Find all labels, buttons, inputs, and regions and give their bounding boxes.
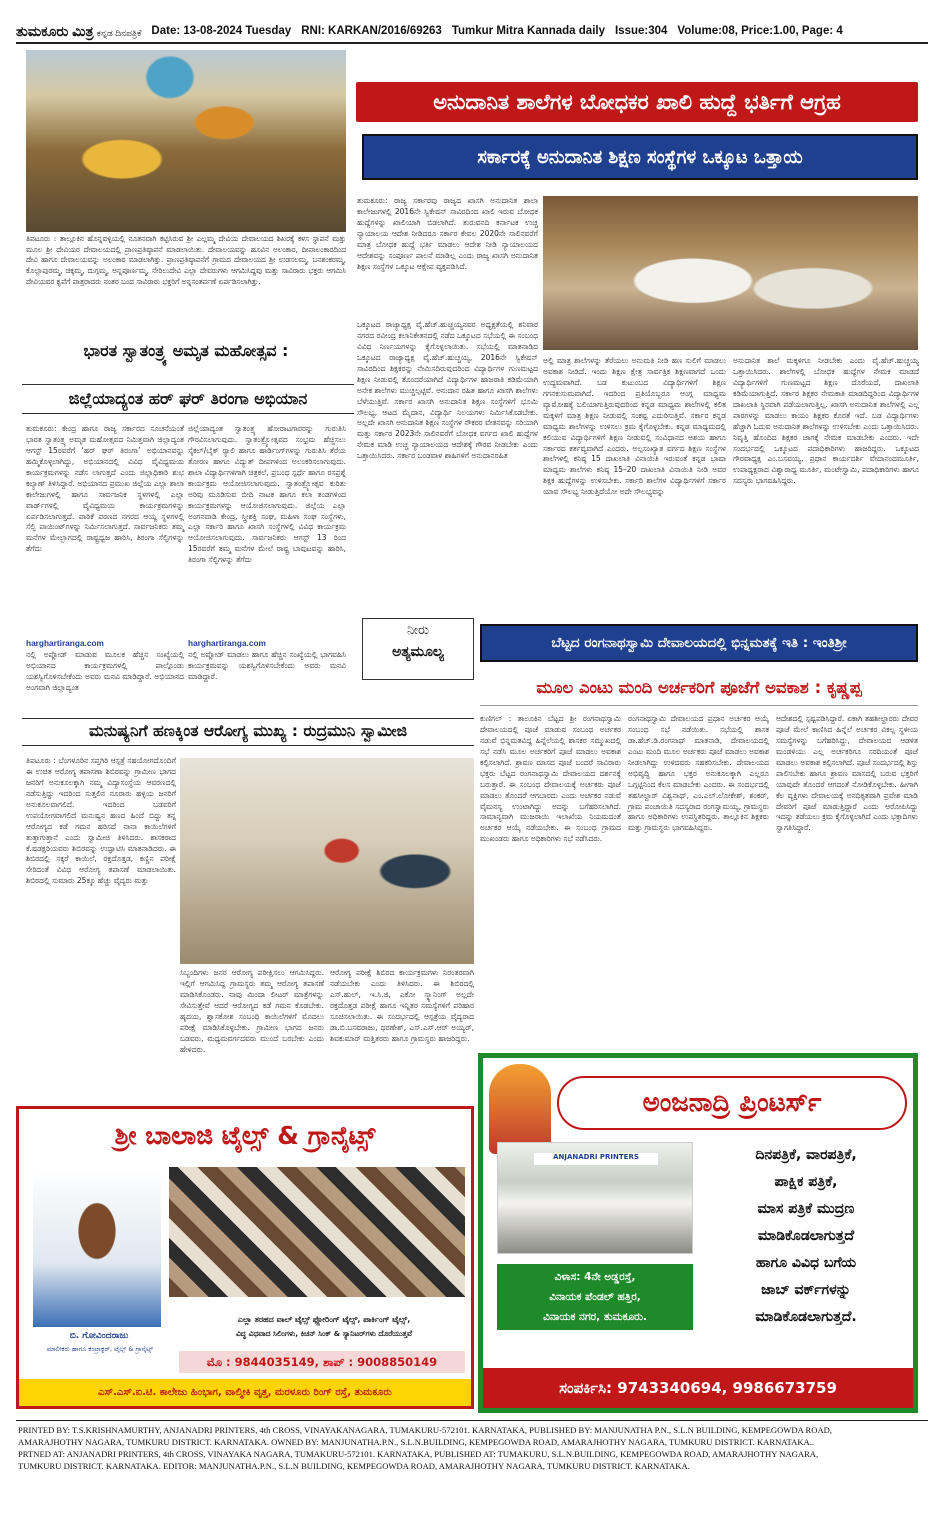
service-line: ದಿನಪತ್ರಿಕೆ, ವಾರಪತ್ರಿಕೆ, [755,1147,857,1163]
tiranga-body-col1-tail: ನಲ್ಲಿ ಅಪ್ಲೋಡ್ ಮಾಡುವ ಮೂಲಕ ಹೆಚ್ಚಿನ ಸಂಖ್ಯೆಯಲ್ಲಿ ಅಭಿಯಾನದ ಕಾರ್ಯಕ್ರಮಗಳಲ್ಲಿ ಪಾಲ್ಗೊಂಡು ಯಶಸ್ವಿಗೊಳಿಸಬೇಕೆಂದು ಅವರು ಮನವಿ ಮಾಡಿದ್ದಾರೆ. ಅಭಿಯಾನದ ಅಂಗವಾಗಿ ಜಿಲ್ಲಾದ್ಯಂತ [26,650,187,692]
tiranga-body-col2-tail: ನಲ್ಲಿ ಅಪ್ಲೋಡ್ ಮಾಡಲು ಹಾಗೂ ಹೆಚ್ಚಿನ ಸಂಖ್ಯೆಯಲ್ಲಿ ಭಾಗವಹಿಸಿ ಕಾರ್ಯಕ್ರಮವನ್ನು ಯಶಸ್ವಿಗೊಳಿಸಬೇಕೆಂದು ಅವರು ಮನವಿ ಮಾಡಿದ್ದಾರೆ. [188,650,349,681]
teachers-body-intro: ತುಮಕೂರು: ರಾಜ್ಯ ಸರ್ಕಾರವು ರಾಜ್ಯದ ಖಾಸಗಿ ಅನುದಾನಿತ ಶಾಲಾ ಕಾಲೇಜುಗಳಲ್ಲಿ 2016ನೇ ಸ್ವಿಕೇಷನ್ ಸಾವಿರದಿಂದ ಖಾಲಿ ಇರುವ ಬೋಧಕ ಹುದ್ದೆಗಳನ್ನು ಖಾಲಿಯಾಗಿ ಬಿಡಲಾಗಿದೆ. ತುರುವನದಿ ಕರ್ನಾಟಕ ಉಚ್ಚ ನ್ಯಾಯಾಲಯ ಆದೇಶ ನೀಡಿದರೂ ಸರ್ಕಾರ ಕೇವಲ 2020ನೇ ಸಾಲಿನವರೆಗೆ ಮಾತ್ರ ಬೋಧಕ ಹುದ್ದೆ ಭರ್ತಿ ಮಾಡಲು ಆದೇಶ ನೀಡಿ ನ್ಯಾಯಾಲಯದ ಆದೇಶವನ್ನು ಸಂಪೂರ್ಣ ಪಾಲನೆ ಮಾಡಿಲ್ಲ ಎಂದು ರಾಜ್ಯ ಖಾಸಗಿ ಅನುದಾನಿತ ಶಿಕ್ಷಣ ಸಂಸ್ಥೆಗಳ ಒಕ್ಕೂಟ ಆಕ್ಷೇಪ ವ್ಯಕ್ತಪಡಿಸಿದೆ. [357,196,541,271]
print-shop-photo [497,1142,693,1254]
imprint-footer [18,1425,928,1483]
tiranga-link-1[interactable]: harghartiranga.com [26,638,104,648]
address-line: ವಿಳಾಸ: 4ನೇ ಅಡ್ಡರಸ್ತೆ, [554,1271,636,1283]
balaji-services-line2: ವಿದ್ಧ ವಿಧವಾದ ಸಿಲಿಂಗಳು, ಕಿಚನ್ ಸಿಂಕ್ & ಸ್ಯಾನಿಟರ್‌ಗಳು ದೊರೆಯುತ್ತವೆ [235,1329,413,1338]
tiranga-headline-line2: ಜಿಲ್ಲೆಯಾದ್ಯಂತ ಹರ್ ಘರ್ ತಿರಂಗಾ ಅಭಿಯಾನ [22,384,354,414]
teachers-body-col2: ಅಲ್ಲಿ ಮಾತ್ರ ಶಾಲೆಗಳನ್ನು ತೆರೆಯಲು ಅನುಮತಿ ನೀಡಿ ಹಣ ಸುಲಿಗೆ ಮಾಡಲು ಅವಕಾಶ ನೀಡಿದೆ. ಇಂದು ಶಿಕ್ಷಣ ಕ್ಷೇತ್ರ ಸಾರ್ವತ್ರಿಕ ಶಿಕ್ಷಣವಾಗದೆ ಒಂದು ಉದ್ಯಮವಾಗಿದೆ. ಬಡ ಕುಟುಂಬದ ವಿದ್ಯಾರ್ಥಿಗಳಿಗೆ ಶಿಕ್ಷಣ ಗಗನಕುಸುಮವಾಗಿದೆ. ಇದರಿಂದ ಪ್ರತಿಯೊಬ್ಬರೂ ಆಂಗ್ಲ ಮಾಧ್ಯಮ ವ್ಯಾಮೋಹಕ್ಕೆ ಬಲಿಯಾಗುತ್ತಿರುವುದರಿಂದ ಕನ್ನಡ ಮಾಧ್ಯಮ ಶಾಲೆಗಳಲ್ಲಿ ಕಲಿತ ಮಕ್ಕಳಿಗೆ ಮಾತ್ರ ಶಿಕ್ಷಣ ನೀಡುವಲ್ಲಿ ಸಂಕಷ್ಟ ಎದುರಿಸುತ್ತಿವೆ. ಸರ್ಕಾರ ಕನ್ನಡ ಮಾಧ್ಯಮ ಶಾಲೆಗಳನ್ನು ಉಳಿಸಲು ಕ್ರಮ ಕೈಗೊಳ್ಳಬೇಕು. ಕನ್ನಡ ಮಾಧ್ಯಮದಲ್ಲಿ ಕಲಿಯುವ ವಿದ್ಯಾರ್ಥಿಗಳಿಗೆ ಶಿಕ್ಷಣ ನೀಡುವಲ್ಲಿ ಸಂವಿಧಾನದ ಆಶಯ ಹಾಗೂ ಸರ್ಕಾರದ ಕರ್ತವ್ಯವಾಗಿದೆ ಎಂದರು. ಅಲ್ಪಸಂಖ್ಯಾತ ವರ್ಗದ ಶಿಕ್ಷಣ ಸಂಸ್ಥೆಗಳ ಶಾಲೆಗಳಲ್ಲಿ ಕನಿಷ್ಠ 15 ದಾಖಲಾತಿ ವಿನಾಯಿತಿ ಇರುವಂತೆ ಕನ್ನಡ ಭಾಷಾ ಮಾಧ್ಯಮ ಶಾಲೆಗಳು ಕನಿಷ್ಠ 15–20 ದಾಖಲಾತಿ ವಿನಾಯಿತಿ ನೀಡಿ ಅವರ ಶಿಕ್ಷಕ ಹುದ್ದೆಗಳನ್ನು ಉಳಿಸಬೇಕು. ಸರ್ಕಾರಿ ಶಾಲೆಗಳ ವಿದ್ಯಾರ್ಥಿಗಳಿಗೆ ಸರ್ಕಾರ ಯಾವ ಸೌಲಭ್ಯ ನೀಡುತ್ತಿದೆಯೋ ಅದೇ ಸೌಲಭ್ಯವನ್ನು [543,356,729,497]
service-line: ಮಾಡಿಕೊಡಲಾಗುತ್ತದೆ. [755,1309,857,1325]
rni-number: RNI: KARKAN/2016/69263 [301,25,442,37]
imprint-line: PRINTED BY: T.S.KRISHNAMURTHY, ANJANADRI PRINTERS, 4th CROSS, VINAYAKANAGARA, TUMAKURU-572101. KARNATAKA, PUBLISHED BY: MANJUNATHA P.N., S.L.N BUILDING, KEMPEGOWDA ROAD, [18,1425,833,1435]
masthead [16,22,928,40]
balaji-owner-name: ಬಿ. ಗೋವಿಂದರಾಜು [69,1331,129,1341]
service-line: ಮಾಡಿಕೊಡಲಾಗುತ್ತದೆ [757,1228,855,1244]
shop-sign: ANJANADRI PRINTERS [534,1153,658,1165]
issue-number: Issue:304 [614,25,668,37]
imprint-line: AMARAJHOTHY NAGARA, TUMKURU DISTRICT. KARNATAKA. OWNED BY: MANJUNATHA.P.N., S.L.N.BUILDING, KEMPEGOWDA ROAD, AMARAJHOTHY NAGARA, TUMKURU DISTRICT. KARNATAKA.. [18,1436,815,1447]
tiles-showcase-image [169,1167,465,1297]
ranganatha-subheadline: ಮೂಲ ಎಂಟು ಮಂದಿ ಅರ್ಚಕರಿಗೆ ಪೂಜೆಗೆ ಅವಕಾಶ : ಕೃಷ್ಣಪ್ಪ [480,672,918,706]
balaji-phone[interactable]: ಮೊ : 9844035149, ಶಾಪ್ : 9008850149 [179,1351,465,1373]
tiranga-headline-line1: ಭಾರತ ಸ್ವಾತಂತ್ರ್ಯ ಅಮೃತ ಮಹೋತ್ಸವ : [83,341,289,360]
quote-line-2: ಅತ್ಯಮೂಲ್ಯ [392,644,444,660]
balaji-owner-title: ಮಾಲೀಕರು ಹಾಗೂ ಕಂಟ್ರಾಕ್ಟರ್, ಟೈಲ್ಸ್ & ಗ್ರಾನೈಟ್ಸ್ [46,1345,154,1353]
owner-photo [33,1167,161,1327]
ranganatha-body-col3: ಆದೇಶದಲ್ಲಿ ಸ್ಪಷ್ಟಪಡಿಸಿದ್ದಾರೆ. ಏಕಾಗಿ ತಹಶೀಲ್ದಾರರು ದೇವರ ಪೂಜೆ ಮೇಲೆ ಕಾಣಿಸಿದ ಹಿನ್ನೆಲೆ ಅರ್ಚಕರ ವಿಕಲ್ಪ ಸ್ಥಳೀಯ ಸಮಸ್ಯೆಗಳನ್ನು ಬಗೆಹರಿಸಿದ್ದು, ದೇವಾಲಯದ ಆಡಳಿತ ಮಂಡಳಿಯು ಎಲ್ಲ ಅರ್ಚಕರಿಗೂ ಸರದಿಯಂತೆ ಪೂಜೆ ಮಾಡಲು ಅವಕಾಶ ಕಲ್ಪಿಸಲಾಗಿದೆ. ಪೂಜೆ ಸಂದರ್ಭದಲ್ಲಿ ಶಿಸ್ತು ಪಾಲಿಸಬೇಕು ಹಾಗೂ ಶ್ರಾವಣ ಮಾಸದಲ್ಲಿ ಬರುವ ಭಕ್ತರಿಗೆ ಯಾವುದೇ ತೊಂದರೆ ಆಗದಂತೆ ನೋಡಿಕೊಳ್ಳಬೇಕು. ಹೀಗಾಗಿ ಕೆಲ ವ್ಯಕ್ತಿಗಳು ದೇವಾಲಯಕ್ಕೆ ಅನಧಿಕೃತವಾಗಿ ಪ್ರವೇಶ ಮಾಡಿ ದೇವರಿಗೆ ಪೂಜೆ ಮಾಡುತ್ತಿದ್ದಾರೆ ಎಂದು ಆರೋಪಿಸಿದ್ದು ಇದನ್ನು ತಡೆಯಲು ಕ್ರಮ ಕೈಗೊಳ್ಳಲಾಗಿದೆ ಎಂದು ಭಕ್ತಾದಿಗಳು ಸ್ವಾಗತಿಸಿದ್ದಾರೆ. [776,714,921,833]
tiranga-body-col2: ಜಿಲ್ಲೆಯಾದ್ಯಂತ ಸ್ವಾತಂತ್ರ್ಯ ಹೋರಾಟಗಾರರನ್ನು ಗುರುತಿಸಿ ಗೌರವಿಸಲಾಗುವುದು. ಸ್ವಾತಂತ್ರ್ಯೋತ್ಸವದ ಸಂಭ್ರಮ ಹೆಚ್ಚಿಸಲು ಸೈಕಲ್/ಬೈಕ್ ರ‍್ಯಾಲಿ ಹಾಗೂ ಹಾರ್ಡಿಂಗ್‌ಗಳನ್ನು ಗುರುತಿಸಿ ತೆರೆಯ ತೋರಣ ಹಾಗೂ ವಿದ್ಯುತ್ ದೀಪಗಳಿಂದ ಅಲಂಕರಿಸಲಾಗುವುದು. ಶಾಲಾ ವಿದ್ಯಾರ್ಥಿಗಳಿಗಾಗಿ ಚಿತ್ರಕಲೆ, ಪ್ರಬಂಧ ಸ್ಪರ್ಧೆ ಹಾಗೂ ರಸಪ್ರಶ್ನೆ ಕಾರ್ಯಕ್ರಮ ಆಯೋಜಿಸಲಾಗುವುದು. ಸ್ವಾತಂತ್ರ್ಯೋತ್ಸವ ಕುರಿತು ಅರಿವು ಮೂಡಿಸುವ ಬೀದಿ ನಾಟಕ ಹಾಗೂ ಕಲಾ ತಂಡಗಳಿಂದ ಕಾರ್ಯಕ್ರಮಗಳನ್ನು ಆಯೋಜಿಸಲಾಗುವುದು. ಜಿಲ್ಲೆಯ ಎಲ್ಲಾ ಅಂಗನವಾಡಿ ಕೇಂದ್ರ, ಸ್ತ್ರೀಶಕ್ತಿ ಸಂಘ, ಮಹಿಳಾ ಸಂಘ ಸಂಸ್ಥೆಗಳು, ಎಲ್ಲಾ ಸರ್ಕಾರಿ ಹಾಗೂ ಖಾಸಗಿ ಸಂಸ್ಥೆಗಳಲ್ಲಿ ವಿವಿಧ ಕಾರ್ಯಕ್ರಮ ಆಯೋಜಿಸಲಾಗುವುದು. ಸಾರ್ವಜನಿಕರು ಆಗಸ್ಟ್ 13 ರಿಂದ 15ರವರೆಗೆ ತಮ್ಮ ಮನೆಗಳ ಮೇಲೆ ರಾಷ್ಟ್ರ ಬಾವುಟವನ್ನು ಹಾರಿಸಿ, ತಿರಂಗಾ ಸೆಲ್ಫಿಗಳನ್ನು ತೆಗೆದು [188,424,349,565]
ranganatha-headline: ಬೆಟ್ಟದ ರಂಗನಾಥಸ್ವಾಮಿ ದೇವಾಲಯದಲ್ಲಿ ಭಿನ್ನಮತಕ್ಕೆ ಇತಿ : ಇಂತಿಶ್ರೀ [480,624,918,662]
service-line: ಪಾಕ್ಷಿಕ ಪತ್ರಿಕೆ, [774,1174,838,1190]
issue-date: Date: 13-08-2024 Tuesday [151,25,292,37]
health-body-col1: ತಿಪಟೂರು : ಬೆಂಗಳೂರಿನ ಸಪ್ತಗಿರಿ ಆಸ್ಪತ್ರೆ ಸಹಯೋಗದೊಂದಿಗೆ ಈ ಉಚಿತ ಆರೋಗ್ಯ ತಪಾಸಣಾ ಶಿಬಿರವನ್ನು ಗ್ರಾಮೀಣ ಭಾಗದ ಜನರಿಗೆ ಅನುಕೂಲಕ್ಕಾಗಿ ನಮ್ಮ ವಿದ್ಯಾಸಂಸ್ಥೆಯ ಆವರಣದಲ್ಲಿ ನಡೆಸುತ್ತಿದ್ದು ಇದರಿಂದ ಸುತ್ತಲಿನ ನೂರಾರು ಹಳ್ಳಿಯ ಜನರಿಗೆ ಅನುಕೂಲವಾಗಲಿದೆ. ಇದರಿಂದ ಬಡವರಿಗೆ ಉಪಯೋಗವಾಗಲಿದೆ ಮನುಷ್ಯನ ಹಣದ ಹಿಂದೆ ಬಿದ್ದು ತನ್ನ ಆರೋಗ್ಯದ ಕಡೆ ಗಮನ ಹರಿಸದೆ ನಾನಾ ಕಾಯಿಲೆಗಳಿಗೆ ತುತ್ತಾಗುತ್ತಾನೆ ಎಂದು ಸ್ವಾಮೀಜಿ ತಿಳಿಸಿದರು. ಶಾಸಕರಾದ ಕೆ.ಷಡಕ್ಷರಿಯವರು ಶಿಬಿರವನ್ನು ಉದ್ಘಾಟಿಸಿ ಮಾತನಾಡಿದರು. ಈ ಶಿಬಿರದಲ್ಲಿ ಸಕ್ಕರೆ ಕಾಯಿಲೆ, ರಕ್ತದೊತ್ತಡ, ಕಣ್ಣಿನ ಪರೀಕ್ಷೆ ಸೇರಿದಂತೆ ವಿವಿಧ ಆರೋಗ್ಯ ತಪಾಸಣೆ ಮಾಡಲಾಯಿತು. ಶಿಬಿರದಲ್ಲಿ ಸುಮಾರು 25ಕ್ಕೂ ಹೆಚ್ಚು ವೈದ್ಯರು ಮತ್ತು [26,756,179,886]
temple-photo [26,50,346,232]
tiranga-link-2[interactable]: harghartiranga.com [188,638,266,648]
teachers-body-col3: ಅನುದಾನಿತ ಶಾಲೆ ಮಕ್ಕಳಿಗೂ ನೀಡಬೇಕು ಎಂದು ವೈ.ಹೆಚ್.ಹುಚ್ಚಯ್ಯ ಒತ್ತಾಯಿಸಿದರು. ಶಾಲೆಗಳಲ್ಲಿ ಬೋಧಕ ಹುದ್ದೆಗಳ ನೇಮಕ ಮಾಡದೆ ವಿದ್ಯಾರ್ಥಿಗಳಿಗೆ ಗುಣಮಟ್ಟದ ಶಿಕ್ಷಣ ದೊರೆಯದೆ, ದಾಖಲಾತಿ ಕಡಿಮೆಯಾಗುತ್ತಿದೆ. ಸರ್ಕಾರ ಶಿಕ್ಷಕರ ನೇಮಕಾತಿ ಮಾಡದಿದ್ದರಿಂದ ವಿದ್ಯಾರ್ಥಿಗಳ ದಾಖಲಾತಿ ಸ್ಥಿರವಾಗಿ ಪಡೆಯಲಾಗುತ್ತಿಲ್ಲ. ಖಾಸಗಿ ಅನುದಾನಿತ ಶಾಲೆಗಳಲ್ಲಿ ಎಲ್ಲ ಪಾಠಗಳನ್ನು ಮಾಡಲು ಕಾಯಂ ಶಿಕ್ಷಕರ ಕೊರತೆ ಇದೆ. ಬಡ ವಿದ್ಯಾರ್ಥಿಗಳು ಹೆಚ್ಚಾಗಿ ಓದುವ ಅನುದಾನಿತ ಶಾಲೆಗಳನ್ನು ಉಳಿಸಬೇಕು ಎಂದು ಒತ್ತಾಯಿಸಿದರು. ನಿವೃತ್ತಿ ಹೊಂದಿದ ಶಿಕ್ಷಕರ ಜಾಗಕ್ಕೆ ನೇಮಕ ಮಾಡಬೇಕು ಎಂದರು. ಇದೇ ಸಂದರ್ಭದಲ್ಲಿ ಒಕ್ಕೂಟದ ಪದಾಧಿಕಾರಿಗಳು ಹಾಜರಿದ್ದರು. ಒಕ್ಕೂಟದ ಗೌರವಾಧ್ಯಕ್ಷ ಎಂ.ಬಸವಯ್ಯ, ಪ್ರಧಾನ ಕಾರ್ಯದರ್ಶಿ ವೇದಾನಂದಮೂರ್ತಿ, ಉಪಾಧ್ಯಕ್ಷರಾದ ವಿಶ್ವಾರಾಧ್ಯ ಮೂರ್ತಿ, ಮಂಟೇಸ್ವಾಮಿ, ಪದಾಧಿಕಾರಿಗಳು ಹಾಗೂ ಸದಸ್ಯರು ಭಾಗವಹಿಸಿದ್ದರು. [733,356,922,486]
quote-line-1: ನೀರು [407,623,429,638]
imprint-line: PRTNED AT: ANJANADRI PRINTERS, 4th CROSS, VINAYAKA NAGARA, TUMAKURU-572101. KARNATAKA, PUBLISHED AT: TUMAKURU, S.L.N.BUILDING, KEMPEGOWDA ROAD, AMARAJHOTHY NAGARA, [18,1448,819,1459]
footer-rule [16,1420,928,1421]
ranganatha-body-col1: ಕುಣಿಗಲ್ : ತಾಲೂಕಿನ ಬೆಟ್ಟದ ಶ್ರೀ ರಂಗನಾಥಸ್ವಾಮಿ ದೇವಾಲಯದಲ್ಲಿ ಪೂಜೆ ಮಾಡುವ ಸಂಬಂಧ ಅರ್ಚಕರ ನಡುವೆ ಭಿನ್ನಮತವಿದ್ದ ಹಿನ್ನೆಲೆಯಲ್ಲಿ ಶಾಸಕರ ಸಮ್ಮುಖದಲ್ಲಿ ಸಭೆ ನಡೆಸಿ ಮೂಲ ಅರ್ಚಕರಿಗೆ ಪೂಜೆ ಮಾಡಲು ಅವಕಾಶ ಕಲ್ಪಿಸಲಾಗಿದೆ. ಶ್ರಾವಣ ಮಾಸದ ಪೂಜೆ ಬಂದರೆ ಸಾವಿರಾರು ಭಕ್ತರು ಬೆಟ್ಟದ ರಂಗನಾಥಸ್ವಾಮಿ ದೇವಾಲಯದ ದರ್ಶನಕ್ಕೆ ಬರುತ್ತಾರೆ. ಈ ಸಂಬಂಧ ದೇವಾಲಯಕ್ಕೆ ಅರ್ಚಕರು ಪೂಜೆ ಮಾಡಲು ತೊಂದರೆ ಆಗಬಾರದು ಎಂದು ಅರ್ಚಕರ ನಡುವೆ ವೈಮನಸ್ಯ ಉಂಟಾಗಿದ್ದು ಅದನ್ನು ಬಗೆಹರಿಸಲಾಗಿದೆ. ಸಾಮಾನ್ಯವಾಗಿ ಮುಜರಾಯಿ ಇಲಾಖೆಯ ನಿಯಮದಂತೆ ಅರ್ಚಕರ ಆಯ್ಕೆ ನಡೆಯಬೇಕು. ಈ ಸಂಬಂಧ ಗ್ರಾಮದ ಮುಖಂಡರು ಹಾಗೂ ಅಧಿಕಾರಿಗಳು ಸಭೆ ನಡೆಸಿದರು. [480,714,624,844]
volume-price-page: Volume:08, Price:1.00, Page: 4 [677,25,843,37]
service-line: ಮಾಸ ಪತ್ರಿಕೆ ಮುದ್ರಣ [757,1201,855,1217]
address-line: ವಿನಾಯಕ ಪೆಂಡಲ್ ಹತ್ತಿರ, [549,1291,641,1303]
teachers-group-photo [543,196,918,350]
service-line: ಹಾಗೂ ವಿವಿಧ ಬಗೆಯ [755,1255,857,1271]
balaji-address: ಎಸ್.ಎಸ್.ಐ.ಟಿ. ಕಾಲೇಜು ಹಿಂಭಾಗ, ವಾಲ್ಮೀಕಿ ವೃತ್ತ, ಮರಳೂರು ರಿಂಗ್ ರಸ್ತೆ, ತುಮಕೂರು [19,1379,471,1406]
anjanadri-services [701,1142,911,1331]
health-body-col2: ಸಿಬ್ಬಂದಿಗಳು ಜನರ ಆರೋಗ್ಯ ಪರೀಕ್ಷಿಸಲು ಆಗಮಿಸಿದ್ದರು. ಇಲ್ಲಿಗೆ ಆಗಮಿಸಿದ್ದ ಗ್ರಾಮಸ್ಥರು ತಮ್ಮ ಆರೋಗ್ಯ ತಪಾಸಣೆ ಮಾಡಿಸಿಕೊಂಡರು. ನಾವು ಮಿಂದಾ ಲೀಟರ್ ಮಾತ್ರೆಗಳನ್ನು ಸೇವಿಸುತ್ತೇವೆ ಆದರೆ ಆರೋಗ್ಯದ ಕಡೆ ಗಮನ ಕೊಡಬೇಕು. ಹೃದಯ, ಶ್ವಾಸಕೋಶ ಸಂಬಂಧಿ ಕಾಯಿಲೆಗಳಿಗೆ ಮೊದಲು ಪರೀಕ್ಷೆ ಮಾಡಿಸಿಕೊಳ್ಳಬೇಕು. ಗ್ರಾಮೀಣ ಭಾಗದ ಜನರು ಬಡವರು, ಮಧ್ಯಮವರ್ಗದವರು ಮುಂದೆ ಬರಬೇಕು ಎಂದು ಹೇಳಿದರು. [180,968,327,1054]
service-line: ಜಾಬ್ ವರ್ಕ್‌ಗಳನ್ನು [761,1282,851,1298]
anjanadri-contact[interactable]: ಸಂಪರ್ಕಿಸಿ: 9743340694, 9986673759 [483,1368,913,1408]
balaji-services-line1: ಎಲ್ಲಾ ತರಹದ ವಾಲ್ ಟೈಲ್ಸ್ ಫ್ಲೋರಿಂಗ್ ಟೈಲ್ಸ್, ಪಾರ್ಕಿಂಗ್ ಟೈಲ್ಸ್, [237,1315,411,1324]
teachers-headline: ಅನುದಾನಿತ ಶಾಲೆಗಳ ಬೋಧಕರ ಖಾಲಿ ಹುದ್ದೆ ಭರ್ತಿಗೆ ಆಗ್ರಹ [356,82,918,122]
balaji-ad-title: ಶ್ರೀ ಬಾಲಾಜಿ ಟೈಲ್ಸ್ & ಗ್ರಾನೈಟ್ಸ್ [114,1121,376,1150]
address-line: ವಿನಾಯಕ ನಗರ, ತುಮಕೂರು. [543,1311,647,1323]
balaji-tiles-ad[interactable] [16,1106,474,1409]
health-body-col3: ಆರೋಗ್ಯ ಪರೀಕ್ಷೆ ಶಿಬಿರದ ಕಾರ್ಯಕ್ರಮಗಳು ನಿರಂತರವಾಗಿ ನಡೆಯಬೇಕು ಎಂದು ತಿಳಿಸಿದರು. ಈ ಶಿಬಿರದಲ್ಲಿ ಎಸ್‌.ಹುಲ್, ಇ.ಸಿ.ಜಿ, ಎಕೋ ಸ್ಕ್ಯಾನಿಂಗ್ ಅಲ್ಲದೇ ರಕ್ತದೊತ್ತಡ ಪರೀಕ್ಷೆ ಹಾಗೂ ಇನ್ನಿತರ ಸಮಸ್ಯೆಗಳಿಗೆ ಪರಿಹಾರ ಸೂಚಿಸಲಾಯಿತು. ಈ ಸಂದರ್ಭದಲ್ಲಿ ಆಸ್ಪತ್ರೆಯ ವೈದ್ಯರಾದ ಡಾ.ಬಿ.ಬಸವರಾಜು, ಧರಣೇಶ್, ಎಸ್.ಎಸ್.ಆರ್ ಅಯ್ಯರ್, ಶಿವಕುಮಾರ್ ಮತ್ತಿತರರು ಹಾಗೂ ಗ್ರಾಮಸ್ಥರು ಹಾಜರಿದ್ದರು. [330,968,477,1043]
health-camp-photo [180,758,474,964]
temple-caption: ತಿಪಟೂರು : ತಾಲ್ಲೂಕಿನ ಹೊನ್ನವಳ್ಳಿಯಲ್ಲಿ ನೂತನವಾಗಿ ಕಟ್ಟಿಸಿರುವ ಶ್ರೀ ಎಲ್ಲಮ್ಮ ದೇವಿಯ ದೇವಾಲಯದ ಶಿಖರಕ್ಕೆ ಕಳಸ ಸ್ಥಾಪನೆ ಮತ್ತು ಮೂಲ ಶ್ರೀ ದೇವಿಯರ ದೇವಾಲಯದಲ್ಲಿ ಪ್ರಾಣಪ್ರತಿಷ್ಠಾಪನೆ ಮಾಡಲಾಯಿತು. ದೇವಾಲಯವನ್ನು ಹೂವಿನ ಅಲಂಕಾರ, ದೀಪಾಲಂಕಾರದಿಂದ ದೇವಿ ಹಾಗೂ ದೇವಾಲಯವನ್ನು ಅಲಂಕಾರ ಮಾಡಲಾಗಿತ್ತು. ಪ್ರಾಣಪ್ರತಿಷ್ಠಾಪನೆಗೆ ಗ್ರಾಮದ ದೇವಾಲಯದ ಶ್ರೀ ಉಡಸಲಮ್ಮ, ಬನಶಂಕರಮ್ಮ, ಕೊಲ್ಲಾಪುರಮ್ಮ, ಚಿಕ್ಕಮ್ಮ, ದುಗ್ಗಮ್ಮ, ಅನ್ನಪೂರ್ಣಮ್ಮ, ನೇರಿಲುದೇವಿ ಎಲ್ಲಾ ದೇವರುಗಳು ಆಗಮಿಸಿದ್ದವು ಮತ್ತು ಸಾವಿರಾರು ಭಕ್ತರು ಆಗಮಿಸಿ ದೇವಿಯವರ ಕೃಪೆಗೆ ಪಾತ್ರರಾದರು ನಂತರ ಬಂದ ಸಾವಿರಾರು ಭಕ್ತರಿಗೆ ಅನ್ನಸಂತರ್ಪಣೆ ಏರ್ಪಡಿಸಲಾಗಿತ್ತು. [26,234,349,286]
tiranga-body-col1: ತುಮಕೂರು: ಕೇಂದ್ರ ಹಾಗೂ ರಾಜ್ಯ ಸರ್ಕಾರದ ಸೂಚನೆಯಂತೆ ಭಾರತ ಸ್ವಾತಂತ್ರ್ಯ ಅಮೃತ ಮಹೋತ್ಸವದ ನಿಮಿತ್ತವಾಗಿ ಜಿಲ್ಲಾದ್ಯಂತ ಆಗಸ್ಟ್ 15ರವರೆಗೆ ‘ಹರ್ ಘರ್ ತಿರಂಗಾ’ ಅಭಿಯಾನವನ್ನು ಹಮ್ಮಿಕೊಳ್ಳಲಾಗಿದ್ದು, ಅಭಿಯಾನದಲ್ಲಿ ವಿವಿಧ ವೈವಿಧ್ಯಮಯ ಕಾರ್ಯಕ್ರಮಗಳನ್ನು ನಡೆಸ ಲಾಗುತ್ತದೆ ಎಂದು ಜಿಲ್ಲಾಧಿಕಾರಿ ಶುಭ ಕಲ್ಯಾಣ್ ತಿಳಿಸಿದ್ದಾರೆ. ಅಭಿಯಾನದ ಪ್ರಮುಖ ಜಿಲ್ಲೆಯ ಎಲ್ಲಾ ಶಾಲಾ ಕಾಲೇಜುಗಳಲ್ಲಿ ಹಾಗೂ ಸಾರ್ವಜನಿಕ ಸ್ಥಳಗಳಲ್ಲಿ ಎಲ್ಲಾ ವಾರ್ಡ್‌ಗಳಲ್ಲಿ ವೈವಿಧ್ಯಮಯ ಕಾರ್ಯಕ್ರಮಗಳನ್ನು ಏರ್ಪಡಿಸಲಾಗುತ್ತದೆ. ಪಾಠಿಕೆ ಪಠಣದ ನಗರದ ಆಯ್ದ ಸ್ಥಳಗಳಲ್ಲಿ ಸೆಲ್ಫಿ ಪಾಯಿಂಟ್‌ಗಳನ್ನು ನಿರ್ಮಿಸಲಾಗುತ್ತದೆ. ಸಾರ್ವಜನಿಕರು ತಮ್ಮ ಮನೆಗಳ ಮೇಲ್ಭಾಗದಲ್ಲಿ ರಾಷ್ಟ್ರಧ್ವಜ ಹಾರಿಸಿ, ತಿರಂಗಾ ಸೆಲ್ಫಿಗಳನ್ನು ತೆಗೆದು [26,424,187,554]
anjanadri-printers-ad[interactable] [478,1053,918,1413]
masthead-rule [16,42,928,44]
anjanadri-address [497,1264,693,1330]
imprint-line: TUMKURU DISTRICT. KARNATAKA. EDITOR: MANJUNATHA.P.N., S.L.N BUILDING, KEMPEGOWDA ROAD, AMARAJHOTHY NAGARA, TUMKURU DISTRICT. KARNATAKA. [18,1460,690,1471]
water-quote-box [362,618,474,680]
ranganatha-body-col2: ರಂಗನಾಥಸ್ವಾಮಿ ದೇವಾಲಯದ ಪ್ರಧಾನ ಅರ್ಚಕರ ಆಯ್ಕೆ ಸಂಬಂಧ ಸಭೆ ನಡೆಯಿತು. ಸಭೆಯಲ್ಲಿ ಶಾಸಕ ಡಾ.ಹೆಚ್.ಡಿ.ರಂಗನಾಥ್ ಮಾತನಾಡಿ, ದೇವಾಲಯದಲ್ಲಿ ಎಂಟು ಮಂದಿ ಮೂಲ ಅರ್ಚಕರು ಪೂಜೆ ಮಾಡಲು ಅವಕಾಶ ನೀಡಲಾಗಿದ್ದು ಉಳಿದವರು ಸಹಕರಿಸಬೇಕು. ದೇವಾಲಯದ ಅಭಿವೃದ್ಧಿ ಹಾಗೂ ಭಕ್ತರ ಅನುಕೂಲಕ್ಕಾಗಿ ಎಲ್ಲರೂ ಒಗ್ಗಟ್ಟಿನಿಂದ ಕೆಲಸ ಮಾಡಬೇಕು ಎಂದರು. ಈ ಸಂದರ್ಭದಲ್ಲಿ ತಹಸೀಲ್ದಾರ್ ವಿಶ್ವನಾಥ್, ಎಂ.ಎಲ್.ಲೋಕೇಶ್, ಶಂಕರ್, ಗ್ರಾಮ ಪಂಚಾಯಿತಿ ಸದಸ್ಯರಾದ ರಂಗಸ್ವಾಮಯ್ಯ, ಗ್ರಾಮಸ್ಥರು ಹಾಗೂ ಅಧಿಕಾರಿಗಳು ಉಪಸ್ಥಿತರಿದ್ದರು. ತಾಲ್ಲೂಕಿನ ಶಿಕ್ಷಕರು ಮತ್ತು ಗ್ರಾಮಸ್ಥರು ಭಾಗವಹಿಸಿದ್ದರು. [628,714,772,833]
newspaper-logo: ತುಮಕೂರು ಮಿತ್ರ ಕನ್ನಡ ದಿನಪತ್ರಿಕೆ [16,22,142,39]
hanuman-icon [489,1064,551,1154]
paper-name: Tumkur Mitra Kannada daily [451,25,605,37]
teachers-subheadline: ಸರ್ಕಾರಕ್ಕೆ ಅನುದಾನಿತ ಶಿಕ್ಷಣ ಸಂಸ್ಥೆಗಳ ಒಕ್ಕೂಟ ಒತ್ತಾಯ [362,134,918,180]
anjanadri-ad-title: ಅಂಜನಾದ್ರಿ ಪ್ರಿಂಟರ್ಸ್ [557,1076,907,1130]
teachers-body-col1: ಒಕ್ಕೂಟದ ರಾಜ್ಯಾಧ್ಯಕ್ಷ ವೈ.ಹೆಚ್.ಹುಚ್ಚಯ್ಯನವರ ಅಧ್ಯಕ್ಷತೆಯಲ್ಲಿ ಶನಿವಾರ ನಗರದ ರವೀಂದ್ರ ಕಲಾನಿಕೇತನದಲ್ಲಿ ನಡೆದ ಒಕ್ಕೂಟದ ಸಭೆಯಲ್ಲಿ ಈ ಸಂಬಂಧ ವಿವಿಧ ನಿರ್ಣಯಗಳನ್ನು ಕೈಗೊಳ್ಳಲಾಯಿತು. ಸಭೆಯಲ್ಲಿ ಮಾತನಾಡಿದ ಒಕ್ಕೂಟದ ರಾಜ್ಯಾಧ್ಯಕ್ಷ ವೈ.ಹೆಚ್.ಹುಚ್ಚಯ್ಯ, 2016ನೇ ಸ್ವಿಕೇಷನ್ ಸಾವಿರದಿಂದ ಶಿಕ್ಷಕರನ್ನು ನೇಮಿಸದಿರುವುದರಿಂದ ವಿದ್ಯಾರ್ಥಿಗಳ ಗುಣಮಟ್ಟದ ಶಿಕ್ಷಣ ನೀಡುವಲ್ಲಿ ತೊಂದರೆಯಾಗಿದೆ ವಿದ್ಯಾರ್ಥಿಗಳ ಹಾಜರಾತಿ ಕಡಿಮೆಯಾಗಿ ಅನೇಕ ಶಾಲೆಗಳು ಮುಚ್ಚಲ್ಪಟ್ಟಿವೆ. ಅನುದಾನ ರಹಿತ ಹಾಗೂ ಖಾಸಗಿ ಶಾಲೆಗಳು ಬೆಳೆಯುತ್ತಿವೆ. ಸರ್ಕಾರ ಖಾಸಗಿ ಅನುದಾನಿತ ಶಿಕ್ಷಣ ಸಂಸ್ಥೆಗಳಿಗೆ ಭೂಮಿ ಸೌಲಭ್ಯ, ಆಟದ ಮೈದಾನ, ವಿದ್ಯಾರ್ಥಿ ನಿಲಯಗಳು ನಿರ್ಮಿಸಿಕೊಡಬೇಕು. ಅಲ್ಲದೇ ಖಾಸಗಿ ಅನುದಾನಿತ ಶಿಕ್ಷಣ ಸಂಸ್ಥೆಗಳ ನೌಕರರ ವೇತನವನ್ನು ಸರಿಯಾಗಿ ಮತ್ತು ಸರ್ಕಾರ 2023ನೇ ಸಾಲಿನವರೆಗೆ ಬೋಧಕ ವರ್ಗದ ಖಾಲಿ ಹುದ್ದೆಗಳ ನೇಮಕ ಮಾಡಿ ಉಚ್ಚ ನ್ಯಾಯಾಲಯದ ಆದೇಶಕ್ಕೆ ಗೌರವ ನೀಡಬೇಕು ಎಂದು ಒತ್ತಾಯಿಸಿದರು. ಸರ್ಕಾರ ಬಂಡವಾಳ ಶಾಹಿಗಳಿಗೆ ಅನುದಾನರಹಿತ [357,320,541,461]
health-headline: ಮನುಷ್ಯನಿಗೆ ಹಣಕ್ಕಿಂತ ಆರೋಗ್ಯ ಮುಖ್ಯ : ರುದ್ರಮುನಿ ಸ್ವಾಮೀಜಿ [22,718,474,746]
